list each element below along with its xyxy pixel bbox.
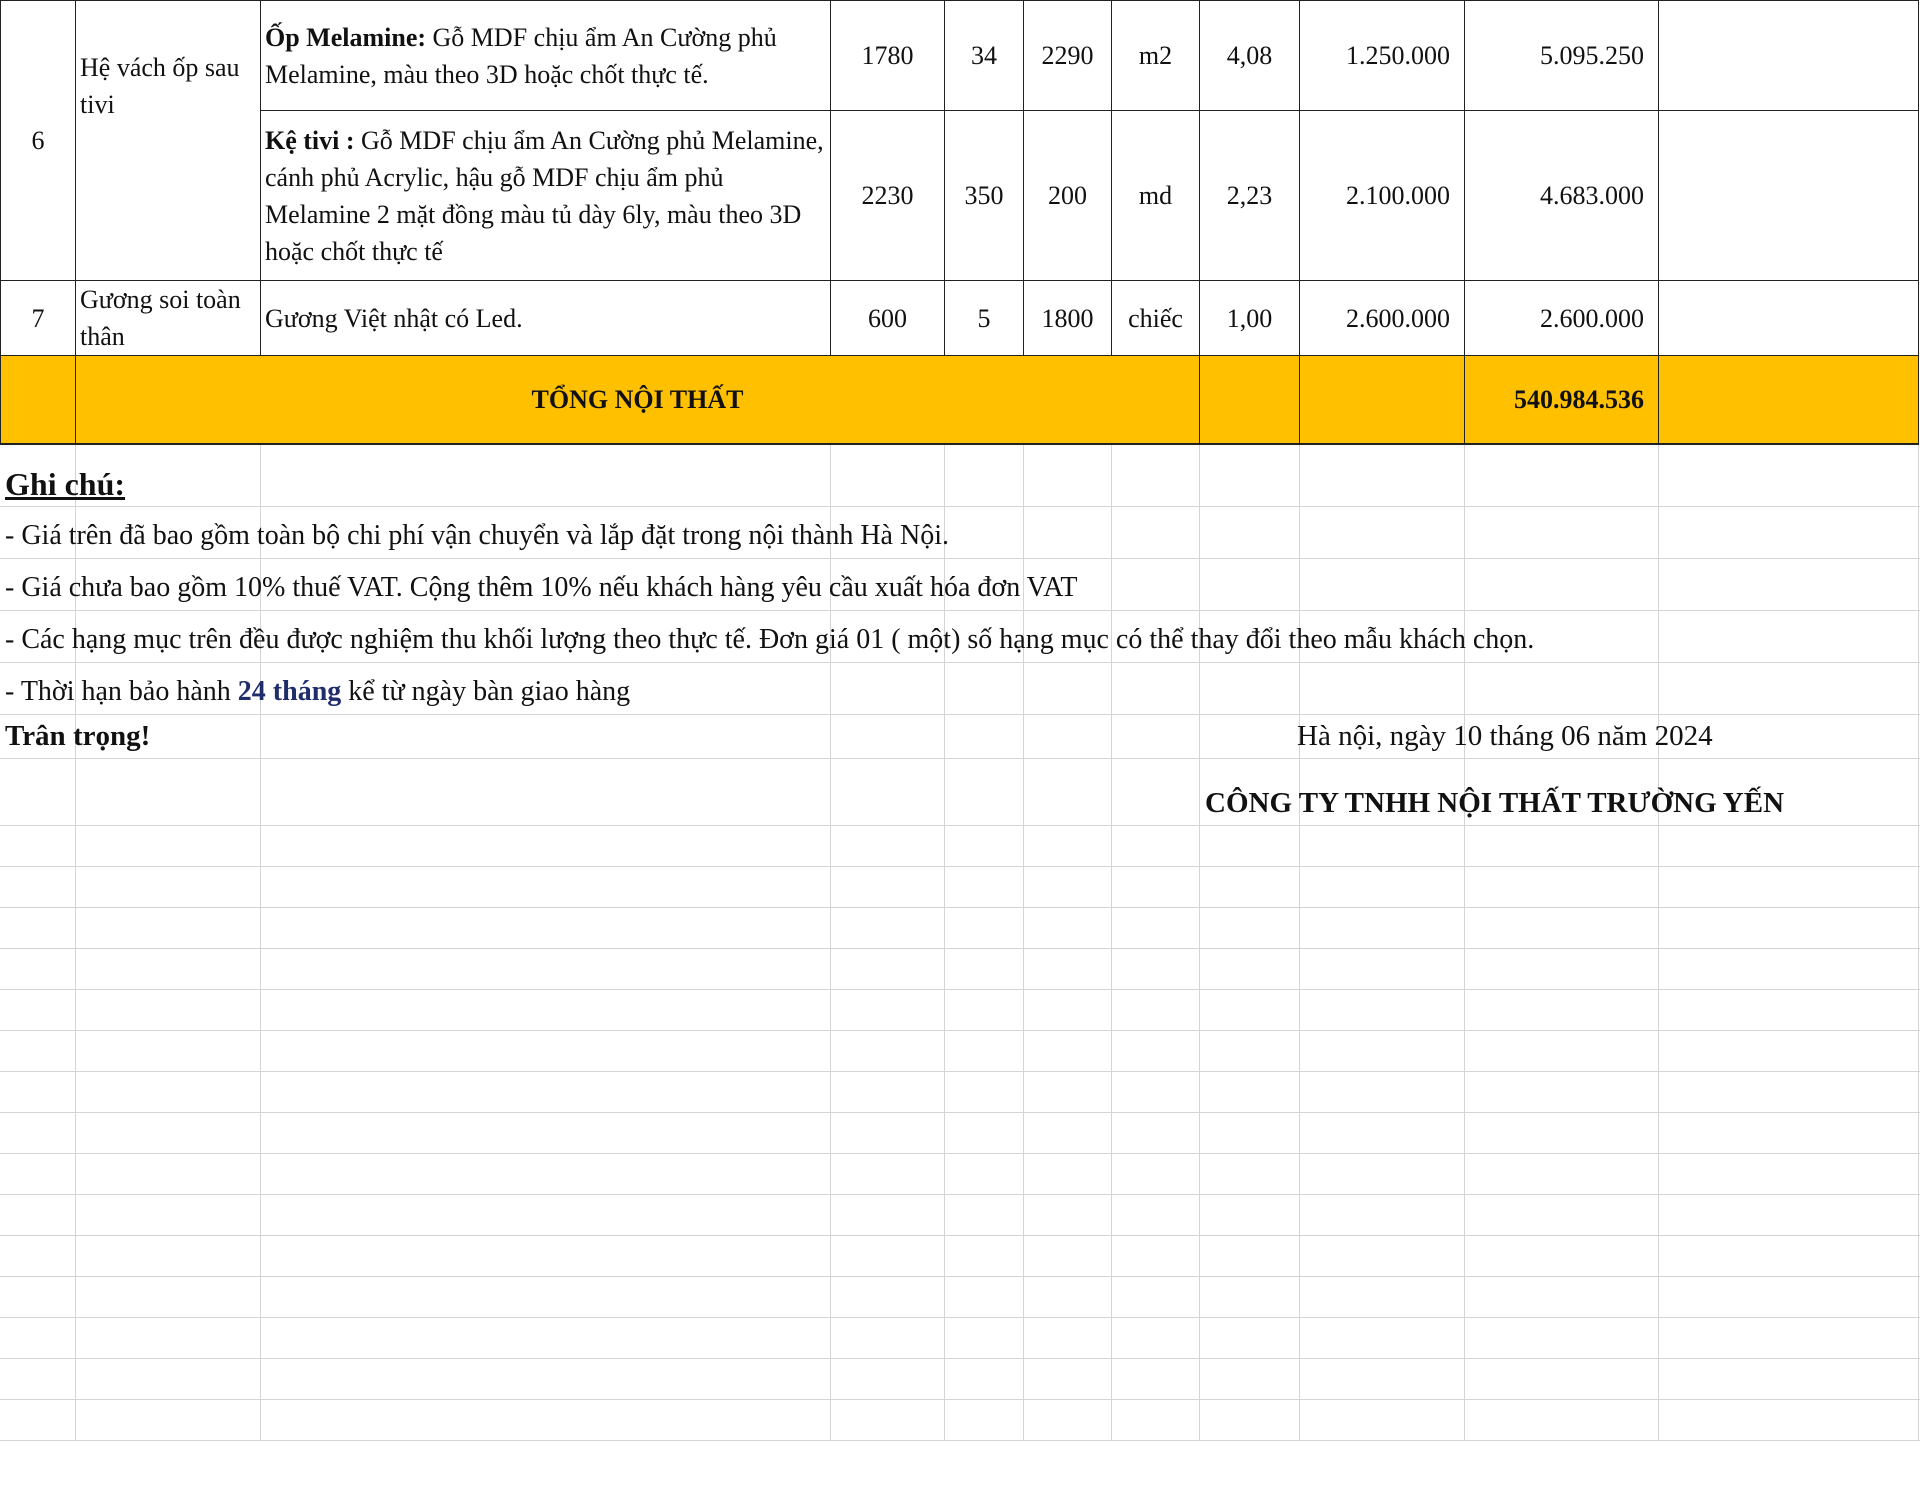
grid-column-line	[1464, 440, 1465, 1440]
length-cell: 2230	[831, 111, 945, 281]
depth-cell: 350	[945, 111, 1024, 281]
total-row	[1, 356, 1919, 444]
grid-row-line	[0, 506, 1920, 507]
note-line-acceptance: - Các hạng mục trên đều được nghiệm thu khối lượng theo thực tế. Đơn giá 01 ( một) số hạng mục có thể thay đổi theo mẫu khách chọn.	[5, 624, 1535, 655]
description-cell	[261, 111, 831, 281]
amount-cell: 5.095.250	[1465, 1, 1659, 111]
grid-row-line	[0, 1071, 1920, 1072]
length-cell: 1780	[831, 1, 945, 111]
document-date: Hà nội, ngày 10 tháng 06 năm 2024	[1297, 720, 1713, 752]
category-cell: Hệ vách ốp sau tivi	[76, 1, 261, 281]
notes-title: Ghi chú:	[5, 466, 126, 502]
table-row	[1, 111, 1919, 281]
item-name: Kệ tivi :	[265, 125, 355, 155]
item-description: Gương Việt nhật có Led.	[265, 303, 523, 333]
grid-row-line	[0, 714, 1920, 715]
quantity-cell: 2,23	[1200, 111, 1300, 281]
unit-price-cell: 1.250.000	[1300, 1, 1465, 111]
unit-price-cell: 2.100.000	[1300, 111, 1465, 281]
note-line-vat: - Giá chưa bao gồm 10% thuế VAT. Cộng thêm 10% nếu khách hàng yêu cầu xuất hóa đơn VAT	[5, 572, 1078, 603]
grid-row-line	[0, 662, 1920, 663]
grid-row-line	[0, 1112, 1920, 1113]
grid-column-line	[1918, 440, 1919, 1440]
note-cell	[1659, 111, 1919, 281]
height-cell: 200	[1024, 111, 1112, 281]
warranty-period: 24 tháng	[237, 676, 342, 707]
description-cell	[261, 1, 831, 111]
item-description: Gỗ MDF chịu ẩm An Cường phủ Melamine, màu theo 3D hoặc chốt thực tế.	[265, 22, 777, 89]
note-cell	[1659, 1, 1919, 111]
row-number-cell: 6	[1, 1, 76, 281]
grid-column-line	[1199, 440, 1200, 1440]
grid-column-line	[1299, 440, 1300, 1440]
grid-row-line	[0, 1358, 1920, 1359]
note-cell	[1659, 281, 1919, 356]
grid-row-line	[0, 1030, 1920, 1031]
grid-row-line	[0, 1399, 1920, 1400]
grid-row-line	[0, 610, 1920, 611]
total-empty-cell	[1300, 356, 1465, 444]
height-cell: 1800	[1024, 281, 1112, 356]
description-cell	[261, 281, 831, 356]
grid-row-line	[0, 1153, 1920, 1154]
grid-column-line	[1111, 440, 1112, 1440]
table-row	[1, 281, 1919, 356]
note-line-warranty	[5, 676, 630, 708]
grid-row-line	[0, 907, 1920, 908]
unit-cell: chiếc	[1112, 281, 1200, 356]
depth-cell: 5	[945, 281, 1024, 356]
length-cell: 600	[831, 281, 945, 356]
unit-cell: md	[1112, 111, 1200, 281]
grid-row-line	[0, 558, 1920, 559]
grid-row-line	[0, 1440, 1920, 1441]
grid-row-line	[0, 825, 1920, 826]
row-number-cell: 7	[1, 281, 76, 356]
grid-row-line	[0, 758, 1920, 759]
grid-row-line	[0, 1235, 1920, 1236]
category-cell: Gương soi toàn thân	[76, 281, 261, 356]
item-name: Ốp Melamine:	[265, 22, 427, 52]
quotation-table	[0, 0, 1919, 445]
warranty-prefix: - Thời hạn bảo hành	[5, 676, 238, 707]
company-name: CÔNG TY TNHH NỘI THẤT TRƯỜNG YẾN	[1205, 787, 1785, 819]
total-empty-cell	[1, 356, 76, 444]
table-row	[1, 1, 1919, 111]
total-label: TỔNG NỘI THẤT	[76, 356, 1200, 444]
depth-cell: 34	[945, 1, 1024, 111]
amount-cell: 4.683.000	[1465, 111, 1659, 281]
amount-cell: 2.600.000	[1465, 281, 1659, 356]
unit-price-cell: 2.600.000	[1300, 281, 1465, 356]
grid-row-line	[0, 1194, 1920, 1195]
total-empty-cell	[1659, 356, 1919, 444]
grid-row-line	[0, 866, 1920, 867]
grid-row-line	[0, 989, 1920, 990]
item-description: Gỗ MDF chịu ẩm An Cường phủ Melamine, cánh phủ Acrylic, hậu gỗ MDF chịu ẩm phủ Melamine 2 mặt đồng màu tủ dày 6ly, màu theo 3D hoặc chốt thực tế	[265, 125, 824, 266]
closing-regards: Trân trọng!	[5, 720, 151, 752]
quantity-cell: 4,08	[1200, 1, 1300, 111]
grid-row-line	[0, 948, 1920, 949]
total-empty-cell	[1200, 356, 1300, 444]
unit-cell: m2	[1112, 1, 1200, 111]
height-cell: 2290	[1024, 1, 1112, 111]
grid-column-line	[1658, 440, 1659, 1440]
grid-row-line	[0, 1276, 1920, 1277]
total-amount: 540.984.536	[1465, 356, 1659, 444]
warranty-suffix: kể từ ngày bàn giao hàng	[341, 676, 631, 707]
note-line-transport: - Giá trên đã bao gồm toàn bộ chi phí vận chuyển và lắp đặt trong nội thành Hà Nội.	[5, 520, 949, 551]
quantity-cell: 1,00	[1200, 281, 1300, 356]
grid-row-line	[0, 1317, 1920, 1318]
